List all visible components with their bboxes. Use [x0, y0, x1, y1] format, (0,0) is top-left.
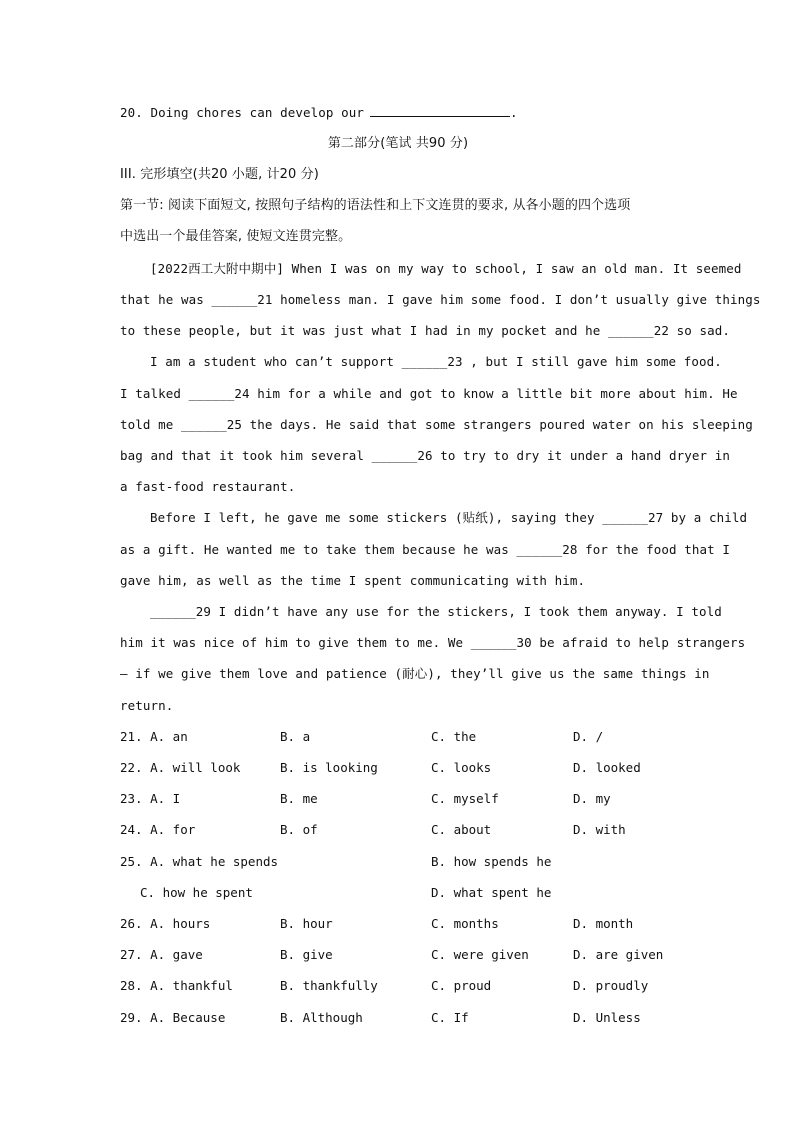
option: B. hour	[280, 916, 333, 931]
option: B. thankfully	[280, 978, 378, 993]
options-row-24	[120, 822, 700, 838]
passage-line: [2022西工大附中期中] When I was on my way to school, I saw an old man. It seemed	[150, 261, 742, 276]
options-row-28	[120, 978, 700, 994]
passage-line: to these people, but it was just what I had in my pocket and he ______22 so sad.	[120, 323, 731, 338]
option: B. is looking	[280, 760, 378, 775]
option: 24. A. for	[120, 822, 196, 837]
passage-line: — if we give them love and patience (耐心), they’ll give us the same things in	[120, 666, 710, 681]
option: D. proudly	[573, 978, 649, 993]
answer-blank	[370, 105, 510, 117]
options-row-23	[120, 791, 700, 807]
option: C. the	[431, 729, 477, 744]
passage-line: as a gift. He wanted me to take them because he was ______28 for the food that I	[120, 542, 731, 557]
option: 23. A. I	[120, 791, 181, 806]
option: 21. A. an	[120, 729, 188, 744]
instructions-line-1: 第一节: 阅读下面短文, 按照句子结构的语法性和上下文连贯的要求, 从各小题的四个选项	[120, 198, 631, 213]
option: C. about	[431, 822, 492, 837]
options-row-26	[120, 916, 700, 932]
option: B. a	[280, 729, 311, 744]
option: D. Unless	[573, 1010, 641, 1025]
options-row-22	[120, 760, 700, 776]
option: C. If	[431, 1010, 469, 1025]
option: 25. A. what he spends	[120, 854, 279, 869]
passage-line: I talked ______24 him for a while and got to know a little bit more about him. He	[120, 386, 738, 401]
option: 27. A. gave	[120, 947, 203, 962]
option: C. how he spent	[140, 885, 253, 900]
passage-line: a fast-food restaurant.	[120, 479, 296, 494]
passage-line: return.	[120, 698, 174, 713]
option: D. month	[573, 916, 634, 931]
options-row-25b	[120, 885, 700, 901]
option: 28. A. thankful	[120, 978, 233, 993]
instructions-line-2: 中选出一个最佳答案, 使短文连贯完整。	[120, 229, 352, 244]
option: D. /	[573, 729, 604, 744]
option: B. me	[280, 791, 318, 806]
section-title: 第二部分(笔试 共90 分)	[327, 136, 469, 151]
passage-line: ______29 I didn’t have any use for the stickers, I took them anyway. I told	[150, 604, 722, 619]
option: B. Although	[280, 1010, 363, 1025]
option: D. are given	[573, 947, 664, 962]
options-row-21	[120, 729, 700, 745]
passage-line: him it was nice of him to give them to me. We ______30 be afraid to help strangers	[120, 635, 746, 650]
part-title: III. 完形填空(共20 小题, 计20 分)	[120, 167, 319, 182]
question-20	[120, 105, 676, 121]
option: C. months	[431, 916, 499, 931]
option: D. with	[573, 822, 626, 837]
passage-line: gave him, as well as the time I spent communicating with him.	[120, 573, 586, 588]
option: B. give	[280, 947, 333, 962]
passage-line: Before I left, he gave me some stickers (贴纸), saying they ______27 by a child	[150, 510, 748, 525]
option: B. how spends he	[431, 854, 552, 869]
option: D. looked	[573, 760, 641, 775]
option: C. looks	[431, 760, 492, 775]
passage-line: I am a student who can’t support ______23 , but I still gave him some food.	[150, 354, 722, 369]
question-20-end: .	[510, 105, 518, 120]
option: 29. A. Because	[120, 1010, 226, 1025]
options-row-29	[120, 1010, 700, 1026]
passage-line: told me ______25 the days. He said that some strangers poured water on his sleeping	[120, 417, 753, 432]
option: D. what spent he	[431, 885, 552, 900]
option: C. were given	[431, 947, 529, 962]
options-row-27	[120, 947, 700, 963]
option: C. proud	[431, 978, 492, 993]
passage-line: that he was ______21 homeless man. I gave him some food. I don’t usually give things	[120, 292, 761, 307]
option: 22. A. will look	[120, 760, 241, 775]
question-20-text: 20. Doing chores can develop our	[120, 105, 365, 120]
option: D. my	[573, 791, 611, 806]
option: B. of	[280, 822, 318, 837]
option: C. myself	[431, 791, 499, 806]
option: 26. A. hours	[120, 916, 211, 931]
options-row-25a	[120, 854, 700, 870]
passage-line: bag and that it took him several ______26 to try to dry it under a hand dryer in	[120, 448, 731, 463]
